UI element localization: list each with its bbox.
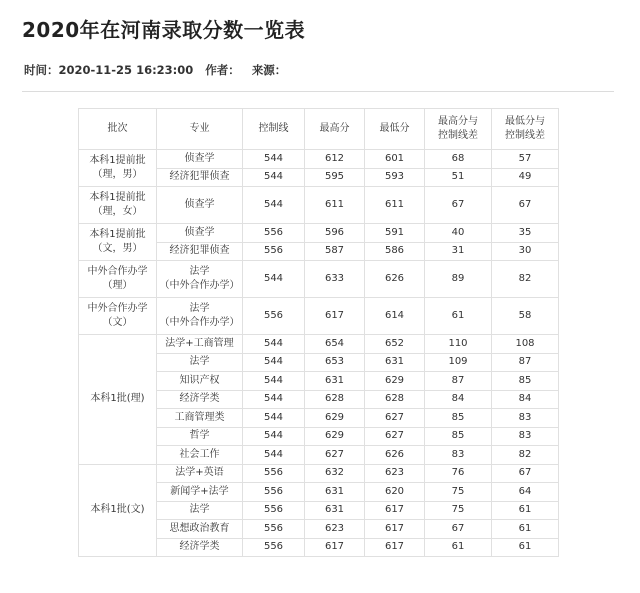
highest-score-cell: 629	[305, 427, 365, 446]
highest-diff-cell: 67	[425, 520, 492, 539]
batch-cell	[79, 298, 157, 335]
author-label: 作者：	[205, 63, 240, 77]
major-cell	[157, 483, 243, 502]
major-cell	[157, 298, 243, 335]
major-line: （中外合作办学）	[159, 317, 240, 328]
highest-diff-cell: 51	[425, 168, 492, 187]
control-line-cell: 544	[243, 372, 305, 391]
lowest-diff-cell: 49	[492, 168, 559, 187]
major-cell	[157, 187, 243, 224]
major-cell	[157, 242, 243, 261]
highest-diff-cell: 67	[425, 187, 492, 224]
lowest-score-cell: 586	[365, 242, 425, 261]
major-cell	[157, 168, 243, 187]
highest-score-cell: 631	[305, 501, 365, 520]
major-line: 哲学	[189, 430, 210, 442]
header-highest-diff-line2: 控制线差	[438, 130, 478, 141]
control-line-cell: 544	[243, 390, 305, 409]
control-line-cell: 556	[243, 520, 305, 539]
major-line: 经济犯罪侦查	[169, 171, 230, 183]
control-line-cell: 544	[243, 427, 305, 446]
major-line: 新闻学+法学	[170, 485, 229, 497]
table-row	[79, 261, 559, 298]
highest-diff-cell: 85	[425, 427, 492, 446]
lowest-diff-cell: 67	[492, 464, 559, 483]
major-cell	[157, 261, 243, 298]
batch-line: 中外合作办学	[87, 303, 148, 314]
header-highest-diff-line1: 最高分与	[438, 116, 478, 127]
lowest-score-cell: 631	[365, 353, 425, 372]
major-cell	[157, 150, 243, 169]
lowest-score-cell: 626	[365, 261, 425, 298]
lowest-score-cell: 626	[365, 446, 425, 465]
highest-score-cell: 611	[305, 187, 365, 224]
lowest-score-cell: 591	[365, 224, 425, 243]
highest-score-cell: 587	[305, 242, 365, 261]
highest-score-cell: 632	[305, 464, 365, 483]
control-line-cell: 544	[243, 335, 305, 354]
major-cell	[157, 427, 243, 446]
control-line-cell: 544	[243, 446, 305, 465]
highest-score-cell: 628	[305, 390, 365, 409]
header-major: 专业	[157, 109, 243, 150]
highest-diff-cell: 61	[425, 538, 492, 557]
major-line: 法学	[189, 303, 210, 314]
lowest-diff-cell: 30	[492, 242, 559, 261]
table-header-row	[79, 109, 559, 150]
lowest-diff-cell: 35	[492, 224, 559, 243]
highest-diff-cell: 75	[425, 501, 492, 520]
header-lowest-diff	[492, 109, 559, 150]
major-line: 思想政治教育	[169, 522, 230, 534]
table-row	[79, 298, 559, 335]
highest-diff-cell: 109	[425, 353, 492, 372]
control-line-cell: 556	[243, 298, 305, 335]
lowest-score-cell: 617	[365, 520, 425, 539]
major-line: 知识产权	[179, 374, 220, 386]
control-line-cell: 544	[243, 409, 305, 428]
lowest-score-cell: 628	[365, 390, 425, 409]
lowest-score-cell: 617	[365, 501, 425, 520]
article-meta	[24, 62, 294, 78]
highest-diff-cell: 40	[425, 224, 492, 243]
highest-score-cell: 595	[305, 168, 365, 187]
batch-line: 本科1提前批	[89, 155, 146, 166]
batch-line: （理）	[102, 280, 133, 291]
major-line: 经济学类	[179, 541, 220, 553]
major-line: 经济学类	[179, 393, 220, 405]
control-line-cell: 556	[243, 483, 305, 502]
header-lowest-diff-line1: 最低分与	[505, 116, 545, 127]
title-divider	[22, 91, 614, 92]
highest-diff-cell: 87	[425, 372, 492, 391]
highest-score-cell: 617	[305, 538, 365, 557]
lowest-diff-cell: 61	[492, 501, 559, 520]
major-cell	[157, 520, 243, 539]
highest-diff-cell: 85	[425, 409, 492, 428]
batch-cell	[79, 261, 157, 298]
batch-line: 本科1批(文)	[90, 504, 145, 516]
lowest-score-cell: 601	[365, 150, 425, 169]
batch-line: （理，男）	[92, 169, 143, 180]
batch-cell	[79, 224, 157, 261]
lowest-score-cell: 652	[365, 335, 425, 354]
batch-cell	[79, 150, 157, 187]
lowest-score-cell: 614	[365, 298, 425, 335]
admission-score-table	[78, 108, 559, 557]
highest-diff-cell: 110	[425, 335, 492, 354]
lowest-score-cell: 623	[365, 464, 425, 483]
major-line: 社会工作	[179, 448, 220, 460]
batch-line: 本科1批(理)	[90, 393, 145, 405]
highest-diff-cell: 89	[425, 261, 492, 298]
table-row	[79, 224, 559, 243]
lowest-score-cell: 627	[365, 427, 425, 446]
batch-line: 本科1提前批	[89, 229, 146, 240]
table-row	[79, 464, 559, 483]
major-line: 侦查学	[184, 152, 215, 164]
highest-score-cell: 654	[305, 335, 365, 354]
major-cell	[157, 464, 243, 483]
lowest-score-cell: 617	[365, 538, 425, 557]
lowest-diff-cell: 108	[492, 335, 559, 354]
control-line-cell: 556	[243, 464, 305, 483]
major-line: 法学+工商管理	[165, 337, 234, 349]
lowest-score-cell: 629	[365, 372, 425, 391]
header-lowest-score: 最低分	[365, 109, 425, 150]
lowest-diff-cell: 82	[492, 446, 559, 465]
control-line-cell: 544	[243, 168, 305, 187]
header-highest-score: 最高分	[305, 109, 365, 150]
lowest-score-cell: 620	[365, 483, 425, 502]
highest-score-cell: 631	[305, 483, 365, 502]
major-cell	[157, 335, 243, 354]
major-line: 法学	[189, 504, 210, 516]
header-control-line: 控制线	[243, 109, 305, 150]
major-cell	[157, 446, 243, 465]
lowest-diff-cell: 83	[492, 409, 559, 428]
source-label: 来源：	[251, 63, 287, 77]
lowest-diff-cell: 83	[492, 427, 559, 446]
batch-cell	[79, 335, 157, 465]
batch-line: （理，女）	[92, 206, 143, 217]
major-line: 法学+英语	[175, 467, 224, 479]
highest-diff-cell: 84	[425, 390, 492, 409]
batch-line: 中外合作办学	[87, 266, 148, 277]
control-line-cell: 556	[243, 538, 305, 557]
major-cell	[157, 372, 243, 391]
major-line: 侦查学	[184, 226, 215, 238]
control-line-cell: 556	[243, 242, 305, 261]
highest-diff-cell: 68	[425, 150, 492, 169]
lowest-diff-cell: 82	[492, 261, 559, 298]
lowest-diff-cell: 61	[492, 538, 559, 557]
lowest-score-cell: 593	[365, 168, 425, 187]
lowest-diff-cell: 84	[492, 390, 559, 409]
batch-line: （文）	[102, 317, 133, 328]
publish-time: 时间：2020-11-25 16:23:00	[24, 63, 194, 77]
major-cell	[157, 390, 243, 409]
major-cell	[157, 538, 243, 557]
batch-line: 本科1提前批	[89, 192, 146, 203]
lowest-diff-cell: 64	[492, 483, 559, 502]
lowest-score-cell: 611	[365, 187, 425, 224]
control-line-cell: 544	[243, 261, 305, 298]
highest-score-cell: 631	[305, 372, 365, 391]
batch-cell	[79, 187, 157, 224]
highest-score-cell: 623	[305, 520, 365, 539]
lowest-diff-cell: 87	[492, 353, 559, 372]
table-row	[79, 335, 559, 354]
control-line-cell: 544	[243, 150, 305, 169]
table-row	[79, 150, 559, 169]
major-cell	[157, 224, 243, 243]
header-lowest-diff-line2: 控制线差	[505, 130, 545, 141]
major-line: （中外合作办学）	[159, 280, 240, 291]
table-body	[79, 150, 559, 557]
control-line-cell: 544	[243, 187, 305, 224]
major-cell	[157, 501, 243, 520]
major-line: 工商管理类	[174, 411, 225, 423]
highest-diff-cell: 76	[425, 464, 492, 483]
highest-diff-cell: 31	[425, 242, 492, 261]
header-batch: 批次	[79, 109, 157, 150]
major-cell	[157, 409, 243, 428]
highest-diff-cell: 75	[425, 483, 492, 502]
highest-score-cell: 653	[305, 353, 365, 372]
control-line-cell: 544	[243, 353, 305, 372]
lowest-score-cell: 627	[365, 409, 425, 428]
batch-cell	[79, 464, 157, 557]
table-row	[79, 187, 559, 224]
header-highest-diff	[425, 109, 492, 150]
major-line: 经济犯罪侦查	[169, 245, 230, 257]
highest-score-cell: 596	[305, 224, 365, 243]
batch-line: （文，男）	[92, 243, 143, 254]
major-line: 法学	[189, 356, 210, 368]
major-cell	[157, 353, 243, 372]
highest-score-cell: 612	[305, 150, 365, 169]
control-line-cell: 556	[243, 224, 305, 243]
lowest-diff-cell: 58	[492, 298, 559, 335]
lowest-diff-cell: 85	[492, 372, 559, 391]
highest-score-cell: 627	[305, 446, 365, 465]
major-line: 侦查学	[184, 199, 215, 210]
highest-diff-cell: 61	[425, 298, 492, 335]
lowest-diff-cell: 57	[492, 150, 559, 169]
major-line: 法学	[189, 266, 210, 277]
article-title: 2020年在河南录取分数一览表	[22, 18, 306, 42]
highest-score-cell: 617	[305, 298, 365, 335]
highest-diff-cell: 83	[425, 446, 492, 465]
highest-score-cell: 629	[305, 409, 365, 428]
lowest-diff-cell: 67	[492, 187, 559, 224]
highest-score-cell: 633	[305, 261, 365, 298]
control-line-cell: 556	[243, 501, 305, 520]
lowest-diff-cell: 61	[492, 520, 559, 539]
